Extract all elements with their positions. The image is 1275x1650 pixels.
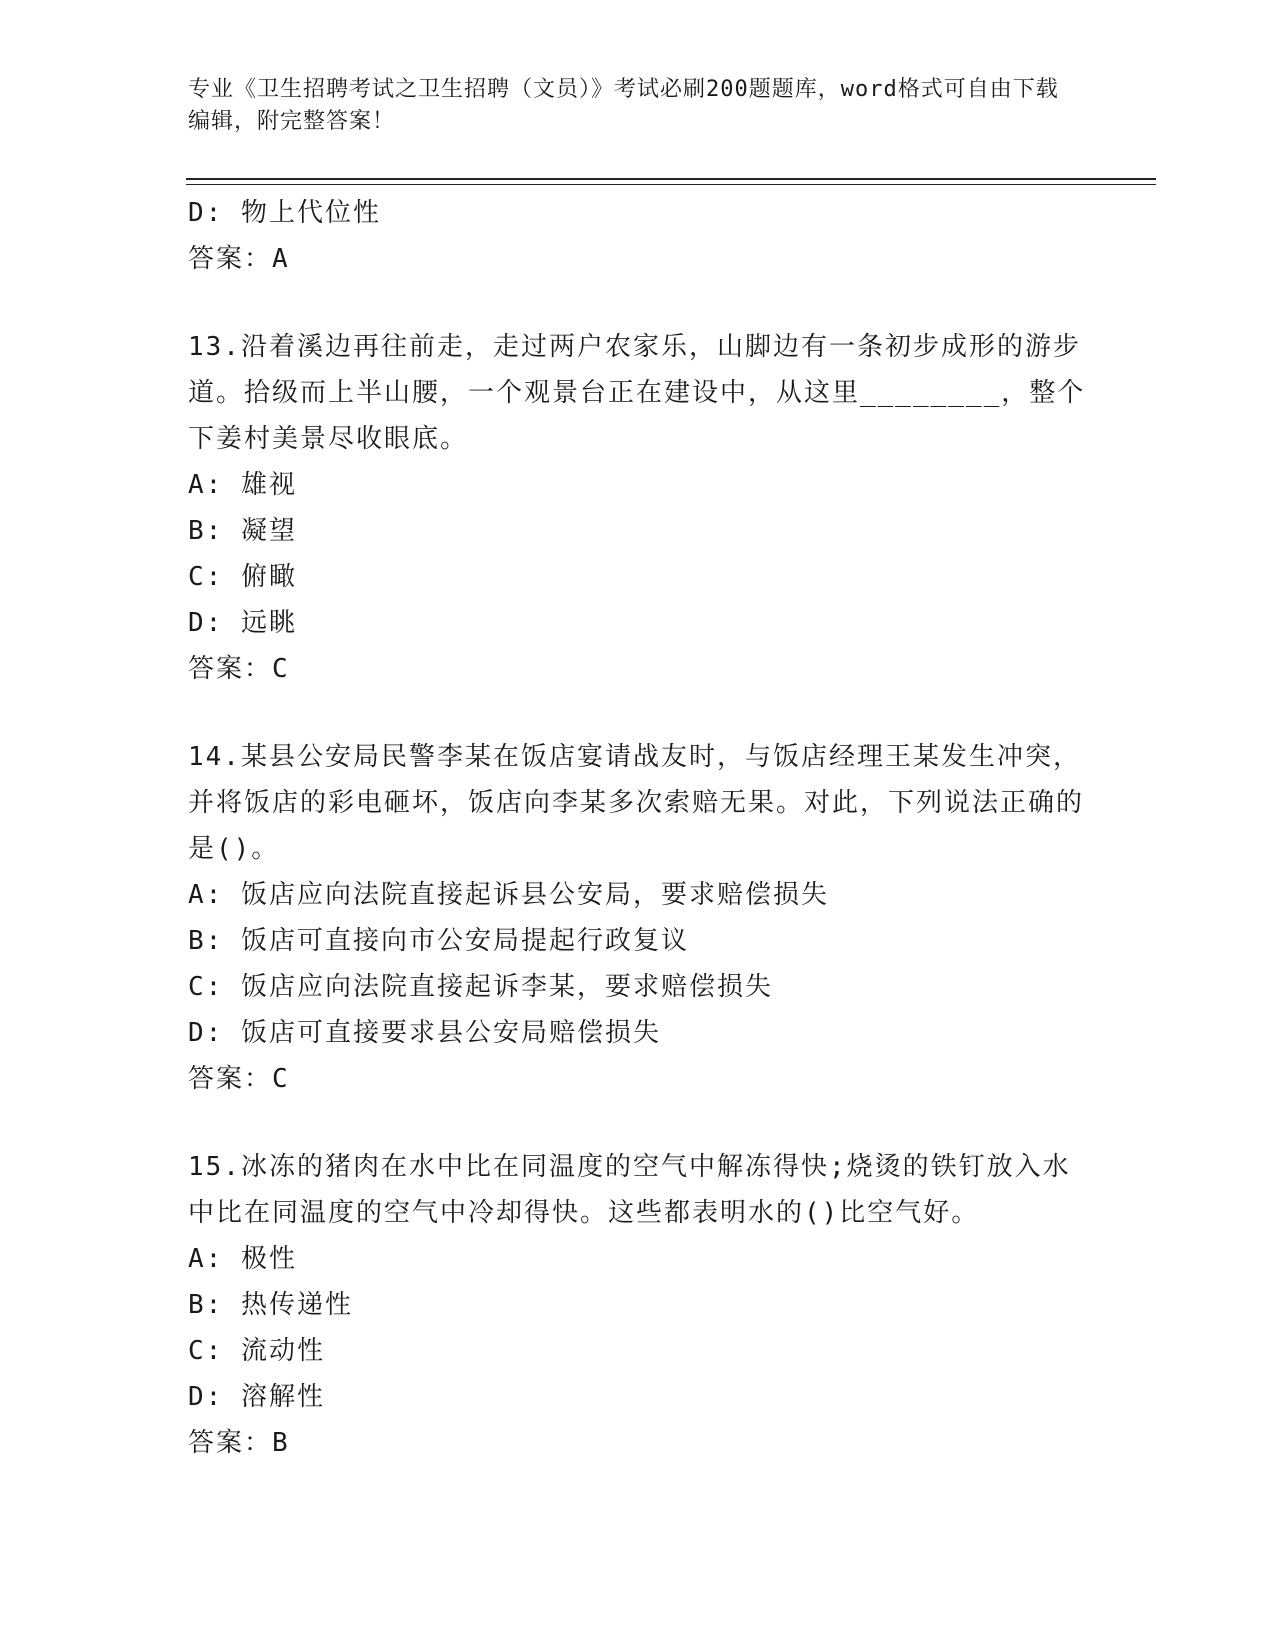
answer: 答案：C — [188, 654, 290, 684]
question-14 — [188, 734, 1088, 1102]
prev-option-d: D: 物上代位性 — [188, 198, 381, 228]
option-c: C: 饭店应向法院直接起诉李某，要求赔偿损失 — [188, 972, 773, 1002]
option-d: D: 饭店可直接要求县公安局赔偿损失 — [188, 1018, 661, 1048]
option-a: A: 极性 — [188, 1244, 297, 1274]
question-stem: 14.某县公安局民警李某在饭店宴请战友时，与饭店经理王某发生冲突，并将饭店的彩电砸坏，饭店向李某多次索赔无果。对此，下列说法正确的是()。 — [188, 742, 1085, 864]
question-stem: 15.冰冻的猪肉在水中比在同温度的空气中解冻得快;烧烫的铁钉放入水中比在同温度的空气中冷却得快。这些都表明水的()比空气好。 — [188, 1152, 1071, 1228]
answer: 答案：C — [188, 1064, 290, 1094]
option-b: B: 饭店可直接向市公安局提起行政复议 — [188, 926, 689, 956]
question-stem: 13.沿着溪边再往前走，走过两户农家乐，山脚边有一条初步成形的游步道。拾级而上半山腰，一个观景台正在建设中，从这里________，整个下姜村美景尽收眼底。 — [188, 332, 1086, 454]
question-15 — [188, 1144, 1088, 1466]
option-c: C: 流动性 — [188, 1336, 325, 1366]
answer: 答案：B — [188, 1428, 290, 1458]
option-c: C: 俯瞰 — [188, 562, 297, 592]
prev-answer: 答案：A — [188, 244, 290, 274]
page-header: 专业《卫生招聘考试之卫生招聘（文员）》考试必刷200题题库，word格式可自由下载编辑，附完整答案！ — [188, 77, 1059, 134]
question-13 — [188, 324, 1088, 692]
question-content — [188, 190, 1088, 1466]
option-a: A: 饭店应向法院直接起诉县公安局，要求赔偿损失 — [188, 880, 829, 910]
header-rule-thick — [186, 178, 1156, 180]
option-d: D: 溶解性 — [188, 1382, 325, 1412]
option-b: B: 凝望 — [188, 516, 297, 546]
header-rule-thin — [186, 184, 1156, 185]
option-d: D: 远眺 — [188, 608, 297, 638]
option-a: A: 雄视 — [188, 470, 297, 500]
option-b: B: 热传递性 — [188, 1290, 353, 1320]
